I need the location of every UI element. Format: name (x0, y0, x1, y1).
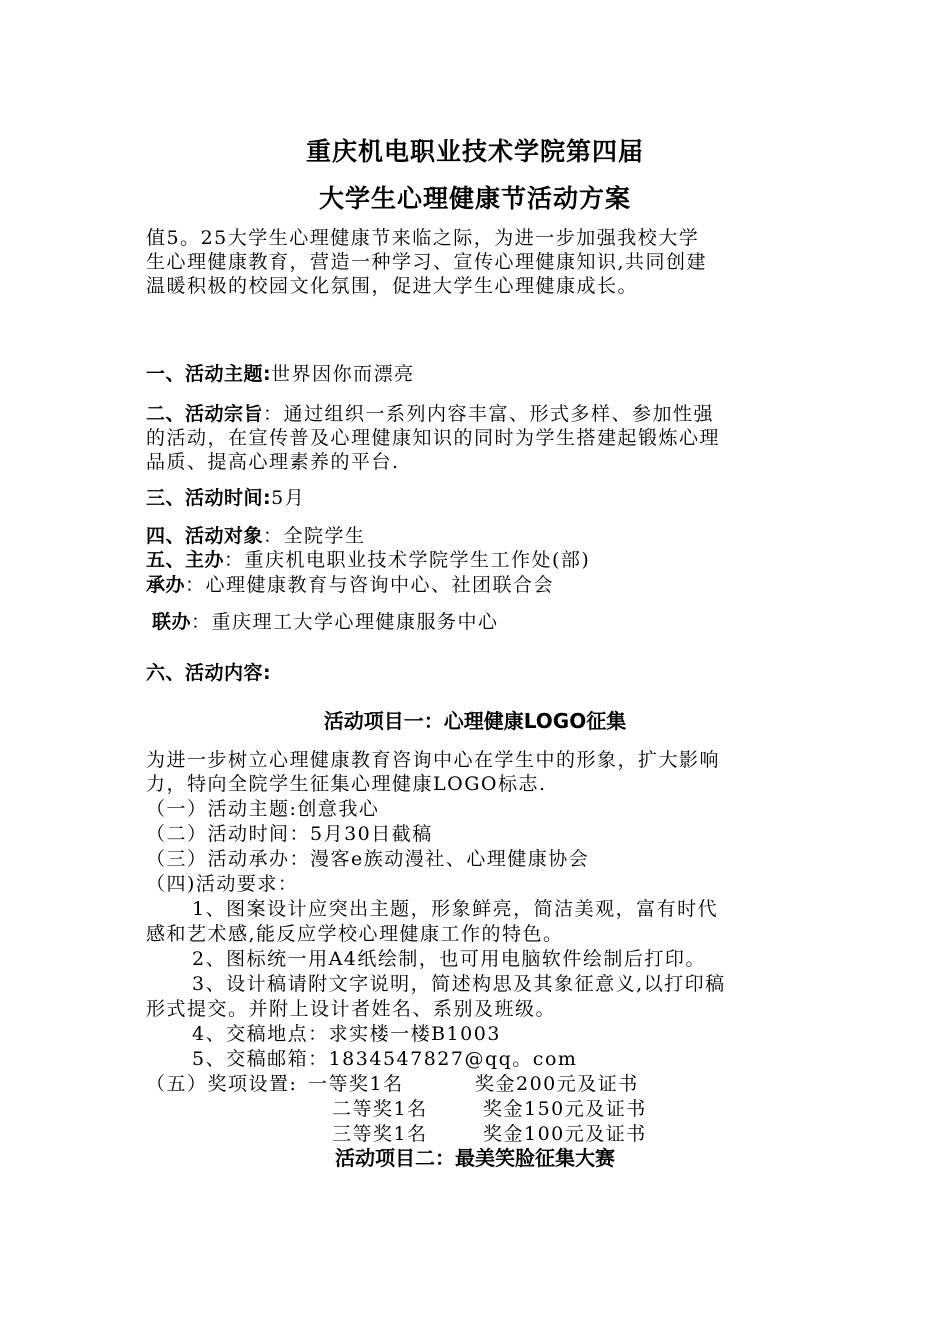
requirement-5: 5、交稿邮箱：1834547827@qq。com (192, 1048, 578, 1070)
requirement-1-cont: 感和艺术感,能反应学校心理健康工作的特色。 (146, 923, 564, 945)
project1-intro-2: 力，特向全院学生征集心理健康LOGO标志. (146, 773, 547, 795)
requirement-1: 1、图案设计应突出主题，形象鲜亮，简洁美观，富有时代 (192, 898, 719, 920)
project1-heading: 活动项目一：心理健康LOGO征集 (323, 709, 627, 733)
project1-item-requirements: （四)活动要求： (146, 873, 299, 895)
document-title-line1: 重庆机电职业技术学院第四届 (305, 137, 644, 166)
section-host (146, 548, 590, 573)
section-audience-value: ：全院学生 (263, 525, 366, 547)
award-rank-1: 一等奖1名 (308, 1073, 404, 1095)
project2-heading: 活动项目二：最美笑脸征集大赛 (335, 1146, 615, 1170)
award-prize-1: 奖金200元及证书 (475, 1073, 639, 1095)
section-host-value: ：重庆机电职业技术学院学生工作处(部) (224, 549, 591, 571)
section-purpose-cont-2: 品质、提高心理素养的平台. (146, 451, 400, 473)
project1-item-organizer: （三）活动承办：漫客e族动漫社、心理健康协会 (146, 848, 590, 870)
award-prize-3: 奖金100元及证书 (483, 1123, 647, 1145)
requirement-2: 2、图标统一用A4纸绘制，也可用电脑软件绘制后打印。 (192, 948, 706, 970)
section-time-value: 5月 (271, 487, 306, 509)
section-audience-label: 四、活动对象 (146, 525, 264, 547)
section-host-label: 五、主办 (146, 549, 225, 571)
section-time-label: 三、活动时间: (146, 487, 272, 509)
awards-label: （五）奖项设置: (146, 1073, 298, 1095)
requirement-3-cont: 形式提交。并附上设计者姓名、系别及班级。 (146, 998, 557, 1020)
award-rank-3: 三等奖1名 (332, 1123, 428, 1145)
document-title-line2: 大学生心理健康节活动方案 (318, 184, 631, 213)
section-organizer-value: ：心理健康教育与咨询中心、社团联合会 (185, 574, 555, 596)
section-co-value: ：重庆理工大学心理健康服务中心 (191, 611, 499, 633)
section-purpose-label: 二、活动宗旨 (146, 403, 264, 425)
section-purpose-value: ：通过组织一系列内容丰富、形式多样、参加性强 (263, 403, 715, 425)
requirement-4: 4、交稿地点：求实楼一楼B1003 (192, 1023, 501, 1045)
section-purpose (146, 402, 714, 427)
award-prize-2: 奖金150元及证书 (483, 1098, 647, 1120)
section-organizer (146, 573, 554, 598)
section-purpose-cont-1: 的活动，在宣传普及心理健康知识的同时为学生搭建起锻炼心理 (146, 427, 721, 449)
requirement-3: 3、设计稿请附文字说明，简述构思及其象征意义,以打印稿 (192, 973, 726, 995)
intro-line-1: 值5。25大学生心理健康节来临之际，为进一步加强我校大学 (146, 227, 700, 249)
project1-intro-1: 为进一步树立心理健康教育咨询中心在学生中的形象，扩大影响 (146, 749, 721, 771)
section-organizer-label: 承办 (146, 574, 186, 596)
section-theme (146, 362, 415, 387)
project1-item-theme: （一）活动主题:创意我心 (146, 798, 380, 820)
section-audience (146, 524, 366, 549)
section-co-label: 联办 (152, 611, 192, 633)
intro-line-3: 温暖积极的校园文化氛围，促进大学生心理健康成长。 (146, 275, 639, 297)
section-theme-value: 世界因你而漂亮 (271, 363, 415, 385)
section-content-heading: 六、活动内容: (146, 662, 272, 684)
award-rank-2: 二等奖1名 (332, 1098, 428, 1120)
intro-line-2: 生心理健康教育，营造一种学习、宣传心理健康知识,共同创建 (146, 251, 708, 273)
section-co-organizer (152, 610, 499, 635)
section-time (146, 486, 305, 511)
project1-item-time: （二）活动时间：5月30日截稿 (146, 823, 433, 845)
section-theme-label: 一、活动主题: (146, 363, 272, 385)
